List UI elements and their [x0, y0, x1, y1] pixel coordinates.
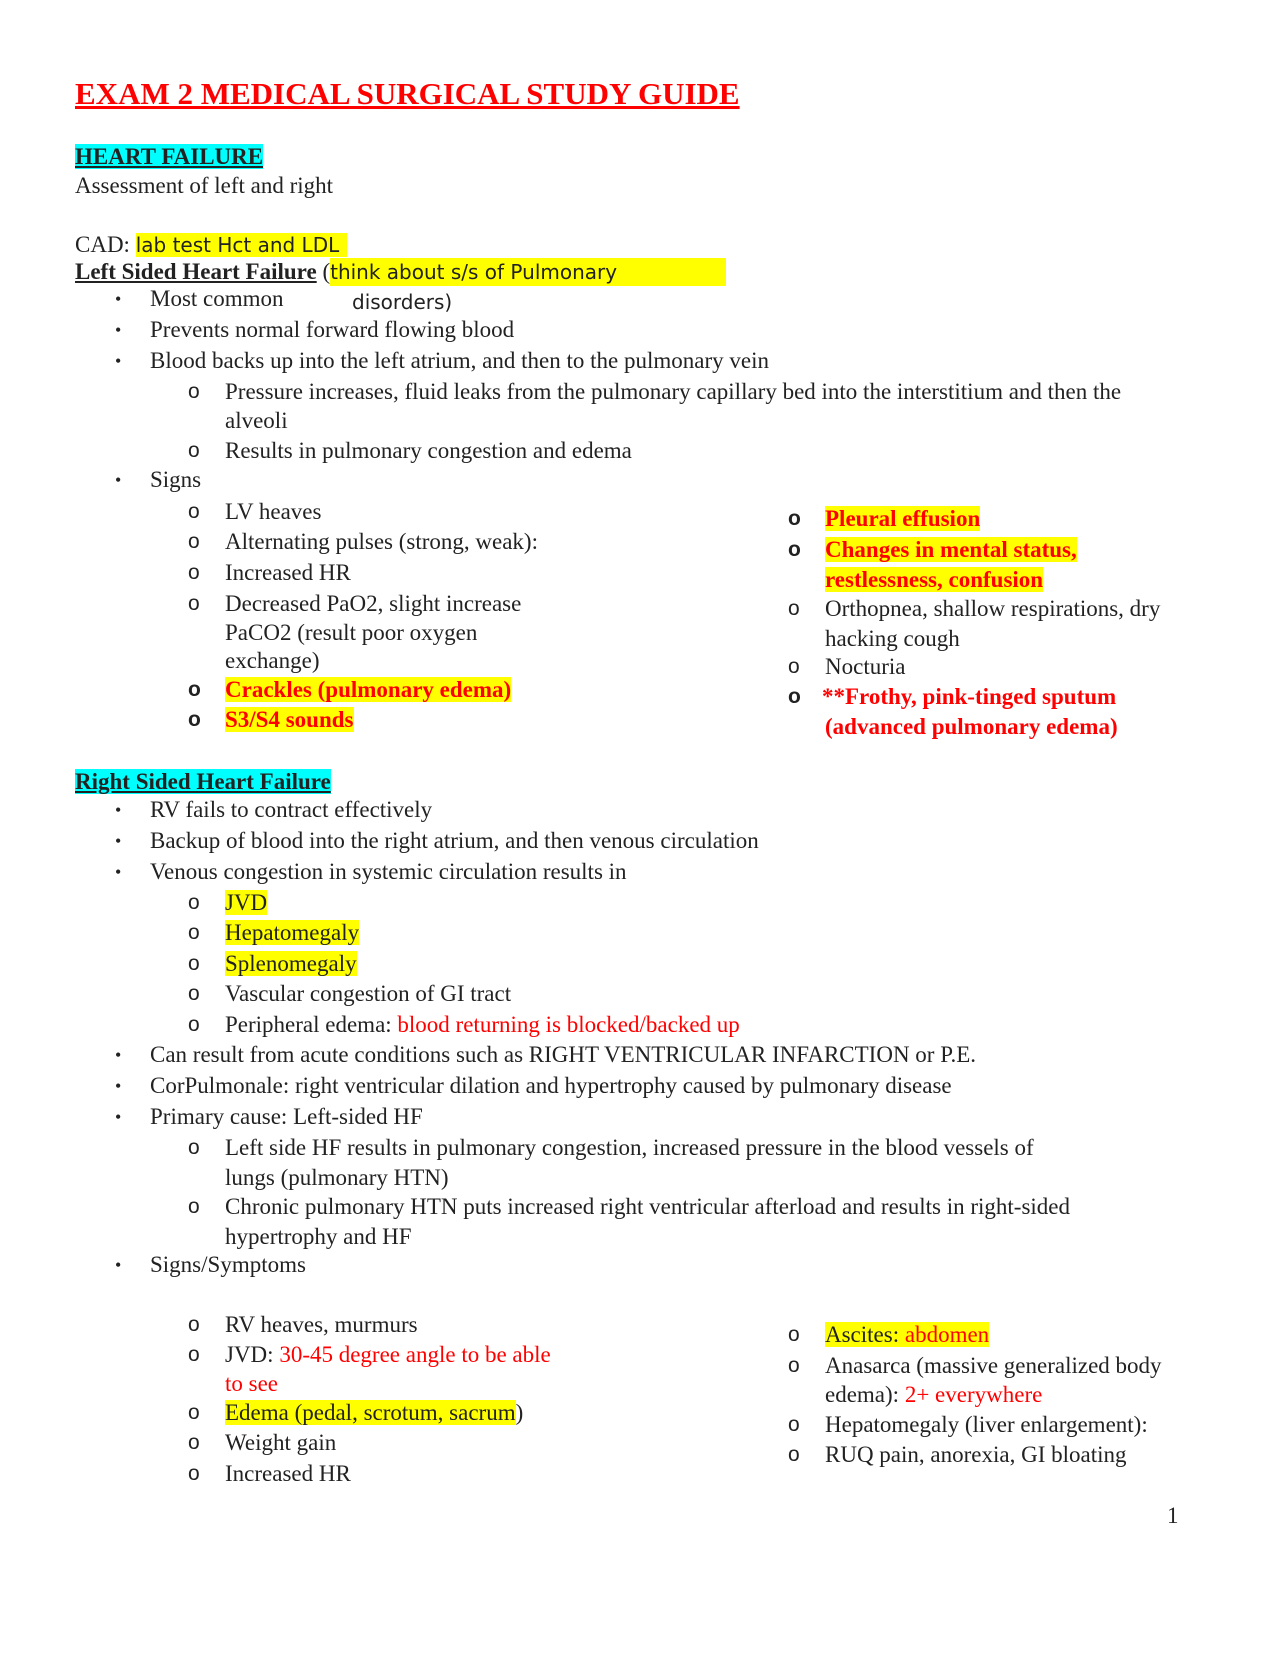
left-sub-item-cont: alveoli — [225, 408, 288, 433]
sign-mental-status-cont-text: restlessness, confusion — [825, 567, 1044, 592]
sub-glyph: o — [788, 597, 800, 620]
sign-pao2-cont: exchange) — [225, 648, 320, 673]
right-sub-splenomegaly — [225, 950, 357, 978]
right-sub-edema-label: Peripheral edema: — [225, 1012, 392, 1037]
document-title: EXAM 2 MEDICAL SURGICAL STUDY GUIDE — [75, 76, 740, 111]
left-hf-note-line2: disorders) — [352, 290, 453, 314]
sub-glyph: o — [188, 530, 200, 553]
cad-line — [75, 231, 347, 259]
bullet-glyph: • — [115, 320, 122, 340]
rsign-anasarca-label: edema): — [825, 1382, 900, 1407]
rsign-edema — [225, 1399, 523, 1427]
rsign-anasarca-cont — [825, 1381, 1042, 1409]
right-hf-heading-line — [75, 768, 331, 796]
sign-mental-status-text: Changes in mental status, — [825, 537, 1077, 562]
sub-glyph: o — [188, 1313, 200, 1336]
sign-frothy-sputum-cont: (advanced pulmonary edema) — [825, 714, 1118, 739]
left-hf-heading: Left Sided Heart Failure — [75, 259, 317, 284]
bullet-glyph: • — [115, 1255, 122, 1275]
rsign-ascites — [825, 1321, 989, 1349]
sign-pleural-effusion — [825, 505, 980, 533]
sign-orthopnea-cont: hacking cough — [825, 626, 960, 651]
sub-glyph: o — [188, 708, 201, 731]
sign-pao2-cont: PaCO2 (result poor oxygen — [225, 620, 478, 645]
rsign-edema-text: Edema (pedal, scrotum, sacrum — [225, 1400, 516, 1425]
sign-increased-hr: Increased HR — [225, 560, 351, 585]
right-sub-hepatomegaly-text: Hepatomegaly — [225, 920, 360, 945]
right-bullet-item: RV fails to contract effectively — [150, 797, 433, 822]
sign-mental-status-cont — [825, 566, 1043, 594]
left-bullet-item: Prevents normal forward flowing blood — [150, 317, 515, 342]
right-bullet-item: Can result from acute conditions such as RIGHT VENTRICULAR INFARCTION or P.E. — [150, 1042, 977, 1067]
right-sub-splenomegaly-text: Splenomegaly — [225, 951, 357, 976]
sub-glyph: o — [188, 561, 200, 584]
heart-failure-heading: HEART FAILURE — [75, 144, 264, 169]
sub-glyph: o — [188, 1013, 200, 1036]
sub-glyph: o — [188, 500, 200, 523]
left-hf-paren: ( — [322, 259, 331, 284]
sub-glyph: o — [188, 921, 200, 944]
rsign-anasarca: Anasarca (massive generalized body — [825, 1353, 1162, 1378]
right-bullet-item: Venous congestion in systemic circulation results in — [150, 859, 627, 884]
left-hf-heading-line — [75, 258, 726, 286]
sign-s3-s4-text: S3/S4 sounds — [225, 707, 354, 732]
rsign-jvd-label: JVD: — [225, 1342, 274, 1367]
sub-glyph: o — [788, 538, 801, 561]
cad-note: lab test Hct and LDL — [136, 233, 348, 257]
bullet-glyph: • — [115, 470, 122, 490]
right-sub-gi: Vascular congestion of GI tract — [225, 981, 512, 1006]
rsign-ruq-pain: RUQ pain, anorexia, GI bloating — [825, 1442, 1127, 1467]
bullet-glyph: • — [115, 862, 122, 882]
right-sub-edema — [225, 1011, 740, 1039]
sign-alternating-pulses: Alternating pulses (strong, weak): — [225, 529, 538, 554]
right-sub-edema-note: blood returning is blocked/backed up — [397, 1012, 740, 1037]
right-sub2-item-cont: hypertrophy and HF — [225, 1224, 412, 1249]
rsign-ascites-hl — [825, 1322, 989, 1347]
sub-glyph: o — [788, 1354, 800, 1377]
sign-frothy-sputum: **Frothy, pink-tinged sputum — [822, 684, 1117, 709]
right-signs-label: Signs/Symptoms — [150, 1252, 306, 1277]
bullet-glyph: • — [115, 1107, 122, 1127]
sub-glyph: o — [788, 1443, 800, 1466]
bullet-glyph: • — [115, 800, 122, 820]
sign-lv-heaves: LV heaves — [225, 499, 322, 524]
rsign-edema-close: ) — [515, 1400, 524, 1425]
left-hf-note-line1: think about s/s of Pulmonary — [330, 258, 726, 286]
right-sub2-item: Left side HF results in pulmonary congestion, increased pressure in the blood vessels of — [225, 1135, 1034, 1160]
right-sub2-item-cont: lungs (pulmonary HTN) — [225, 1165, 449, 1190]
rsign-hepatomegaly: Hepatomegaly (liver enlargement): — [825, 1412, 1148, 1437]
sign-crackles-text: Crackles (pulmonary edema) — [225, 677, 512, 702]
sub-glyph: o — [188, 982, 200, 1005]
sub-glyph: o — [188, 592, 200, 615]
rsign-jvd-note: 30-45 degree angle to be able — [279, 1342, 551, 1367]
sub-glyph: o — [188, 380, 200, 403]
bullet-glyph: • — [115, 289, 122, 309]
right-bullet-item: CorPulmonale: right ventricular dilation and hypertrophy caused by pulmonary disease — [150, 1073, 952, 1098]
sub-glyph: o — [188, 952, 200, 975]
right-sub2-item: Chronic pulmonary HTN puts increased right ventricular afterload and results in right-sided — [225, 1194, 1071, 1219]
sub-glyph: o — [188, 1462, 200, 1485]
sign-pao2: Decreased PaO2, slight increase — [225, 591, 522, 616]
rsign-jvd-note-cont: to see — [225, 1371, 279, 1396]
sub-glyph: o — [188, 891, 200, 914]
rsign-weight-gain: Weight gain — [225, 1430, 337, 1455]
right-bullet-item: Primary cause: Left-sided HF — [150, 1104, 423, 1129]
bullet-glyph: • — [115, 831, 122, 851]
rsign-jvd — [225, 1341, 551, 1369]
sub-glyph: o — [788, 1323, 800, 1346]
section-heading-heart-failure — [75, 143, 263, 171]
left-sub-item: Pressure increases, fluid leaks from the pulmonary capillary bed into the interstitium and then the — [225, 379, 1122, 404]
right-sub-hepatomegaly — [225, 919, 359, 947]
cad-label: CAD: — [75, 232, 130, 257]
rsign-rv-heaves: RV heaves, murmurs — [225, 1312, 418, 1337]
sub-glyph: o — [788, 685, 801, 708]
left-bullet-item: Most common — [150, 286, 284, 311]
left-sub-item: Results in pulmonary congestion and edema — [225, 438, 632, 463]
sub-glyph: o — [188, 1431, 200, 1454]
sub-glyph: o — [788, 655, 800, 678]
sub-glyph: o — [188, 439, 200, 462]
rsign-increased-hr: Increased HR — [225, 1461, 351, 1486]
right-sub-jvd-text: JVD — [225, 890, 268, 915]
left-signs-label: Signs — [150, 467, 202, 492]
sign-s3-s4 — [225, 706, 354, 734]
rsign-ascites-note: abdomen — [904, 1322, 990, 1347]
sub-glyph: o — [788, 1413, 800, 1436]
sign-crackles — [225, 676, 511, 704]
sub-glyph: o — [788, 507, 801, 530]
sub-glyph: o — [188, 678, 201, 701]
sub-glyph: o — [188, 1343, 200, 1366]
bullet-glyph: • — [115, 1045, 122, 1065]
right-hf-heading: Right Sided Heart Failure — [75, 769, 331, 794]
right-bullet-item: Backup of blood into the right atrium, and then venous circulation — [150, 828, 759, 853]
bullet-glyph: • — [115, 351, 122, 371]
sign-nocturia: Nocturia — [825, 654, 906, 679]
sub-glyph: o — [188, 1136, 200, 1159]
sign-pleural-effusion-text: Pleural effusion — [825, 506, 981, 531]
page-number: 1 — [1167, 1503, 1179, 1528]
sign-mental-status — [825, 536, 1077, 564]
left-bullet-item: Blood backs up into the left atrium, and then to the pulmonary vein — [150, 348, 769, 373]
bullet-glyph: • — [115, 1076, 122, 1096]
sign-orthopnea: Orthopnea, shallow respirations, dry — [825, 596, 1161, 621]
sub-glyph: o — [188, 1195, 200, 1218]
right-sub-jvd — [225, 889, 267, 917]
rsign-anasarca-note: 2+ everywhere — [904, 1382, 1043, 1407]
rsign-ascites-label: Ascites: — [825, 1322, 900, 1347]
assessment-text: Assessment of left and right — [75, 173, 334, 198]
sub-glyph: o — [188, 1401, 200, 1424]
